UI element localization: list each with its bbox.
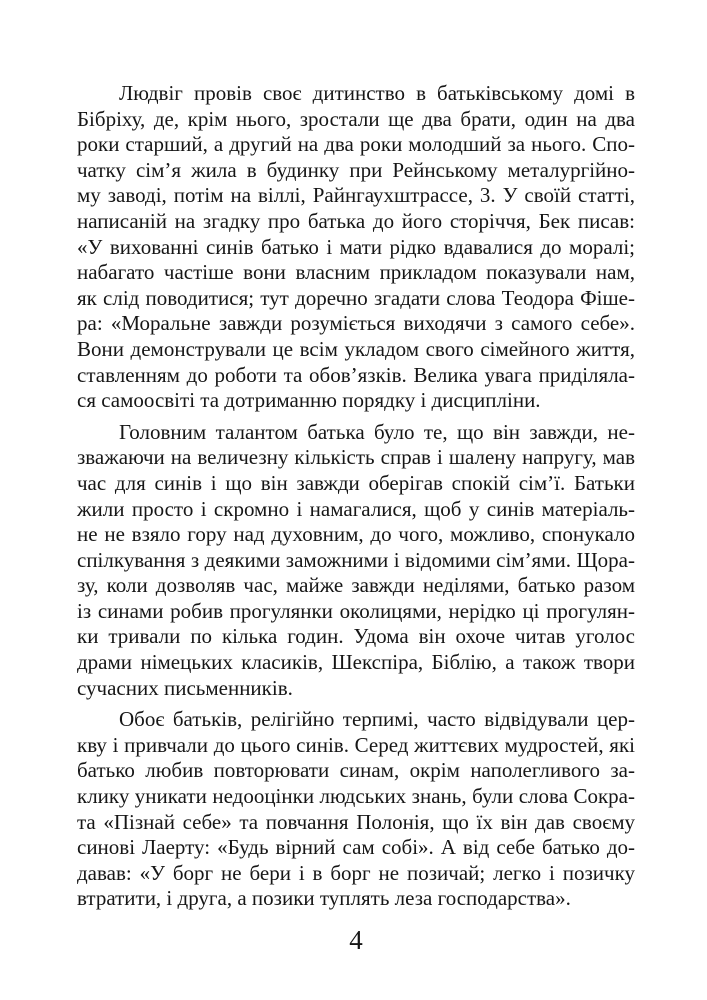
paragraph [77, 81, 635, 414]
text-line: написаній на згадку про батька до його сторіччя, Бек писав: [77, 208, 635, 233]
text-line: ставленням до роботи та обов’язків. Велика увага приділяла- [77, 362, 635, 387]
text-line: зважаючи на величезну кількість справ і шалену напругу, мав [77, 445, 635, 470]
text-line: Обоє батьків, релігійно терпимі, часто відвідували цер- [119, 707, 635, 732]
text-line: час для синів і що він завжди оберігав спокій сім’ї. Батьки [77, 470, 635, 495]
text-line: ра: «Моральне завжди розуміється виходячи з самого себе». [77, 311, 635, 336]
text-line: зу, коли дозволяв час, майже завжди неділями, батько разом [77, 573, 635, 598]
text-line: жили просто і скромно і намагалися, щоб у синів матеріаль- [77, 496, 635, 521]
text-line: батько любив повторювати синам, окрім наполегливого за- [77, 758, 635, 783]
text-line: Вони демонстрували це всім укладом свого сімейного життя, [77, 336, 635, 361]
text-line: не не взяло гору над духовним, до чого, можливо, спонукало [77, 522, 635, 547]
text-line: роки старший, а другий на два роки молодший за нього. Спо- [77, 132, 635, 157]
text-line: синові Лаерту: «Будь вірний сам собі». А від себе батько до- [77, 835, 635, 860]
text-block [77, 81, 635, 918]
text-line: сучасних письменників. [77, 675, 293, 700]
text-line: Людвіг провів своє дитинство в батьківському домі в [119, 81, 635, 105]
paragraph [77, 707, 635, 912]
text-line: Головним талантом батька було те, що він завжди, не- [119, 419, 635, 444]
text-line: клику уникати недооцінки людських знань, були слова Сокра- [77, 784, 635, 809]
text-line: ся самоосвіті та дотриманню порядку і дисципліни. [77, 388, 541, 413]
text-line: му заводі, потім на віллі, Райнгаухштрассе, 3. У своїй статті, [77, 183, 635, 208]
page-number: 4 [349, 925, 363, 955]
text-line: ки тривали по кілька годин. Удома він охоче читав уголос [77, 624, 635, 649]
text-line: давав: «У борг не бери і в борг не позичай; легко і позичку [77, 860, 635, 885]
text-line: набагато частіше вони власним прикладом показували нам, [77, 260, 635, 285]
text-line: «У вихованні синів батько і мати рідко вдавалися до моралі; [77, 234, 635, 259]
text-line: та «Пізнай себе» та повчання Полонія, що їх він дав своєму [77, 809, 635, 834]
text-line: кву і привчали до цього синів. Серед життєвих мудростей, які [77, 732, 635, 757]
text-line: спілкування з деякими заможними і відомими сім’ями. Щора- [77, 547, 635, 572]
paragraph [77, 420, 635, 702]
text-line: із синами робив прогулянки околицями, нерідко ці прогулян- [77, 598, 635, 623]
text-line: чатку сім’я жила в будинку при Рейнському металургійно- [77, 157, 635, 182]
text-line: Бібріху, де, крім нього, зростали ще два брати, один на два [77, 106, 635, 131]
text-line: як слід поводитися; тут доречно згадати слова Теодора Фіше- [77, 285, 635, 310]
text-line: втратити, і друга, а позики туплять леза господарства». [77, 886, 571, 911]
text-line: драми німецьких класиків, Шекспіра, Біблію, а також твори [77, 650, 635, 675]
